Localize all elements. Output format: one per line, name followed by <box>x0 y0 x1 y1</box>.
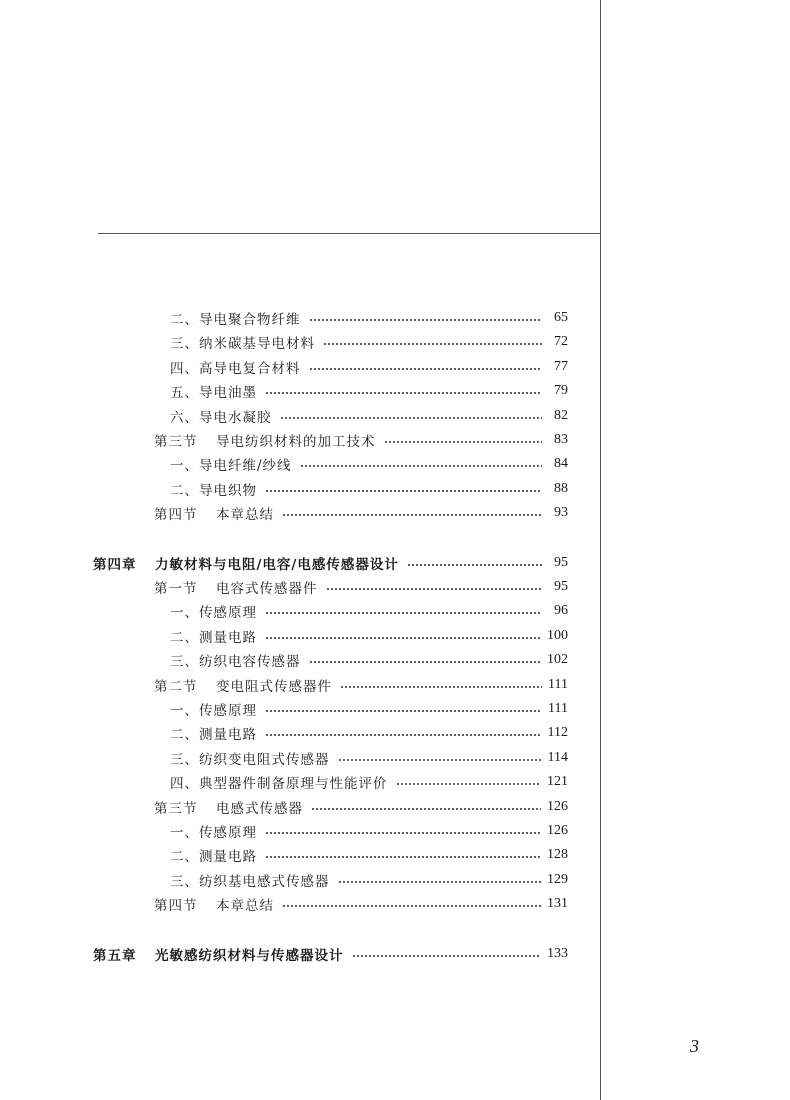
toc-entry-title <box>170 845 257 865</box>
toc-entry-label: 三、纺织电容传感器 <box>170 654 301 671</box>
toc-entry-item[interactable] <box>0 380 790 402</box>
toc-page-number: 100 <box>547 627 568 643</box>
toc-page-number: 96 <box>554 603 568 619</box>
section-number: 第三节 <box>154 434 198 450</box>
toc-page-number: 88 <box>554 480 568 496</box>
toc-page-number: 82 <box>554 407 568 423</box>
toc-entry-section[interactable] <box>0 502 790 524</box>
toc-entry-item[interactable] <box>0 600 790 622</box>
toc-entry-item[interactable] <box>0 649 790 671</box>
toc-entry-title <box>170 772 388 792</box>
toc-entry-title <box>154 675 332 695</box>
dot-leader <box>265 709 542 713</box>
toc-page-number: 111 <box>548 701 568 716</box>
toc-entry-title <box>170 332 315 352</box>
toc-entry-label: 一、传感原理 <box>170 825 257 841</box>
toc-entry-section[interactable] <box>0 893 790 915</box>
toc-entry-item[interactable] <box>0 331 790 353</box>
dot-leader <box>280 416 543 420</box>
horizontal-header-rule <box>98 233 601 234</box>
toc-entry-title <box>154 430 376 450</box>
toc-entry-title <box>154 894 274 914</box>
section-number: 第二节 <box>154 678 198 695</box>
toc-entry-item[interactable] <box>0 820 790 842</box>
toc-page-number: 131 <box>547 896 568 912</box>
page-number: 3 <box>690 1036 699 1056</box>
toc-entry-label: 本章总结 <box>216 507 274 524</box>
toc-entry-label: 本章总结 <box>216 898 274 915</box>
section-number: 第四节 <box>154 507 198 524</box>
toc-entry-label: 导电纺织材料的加工技术 <box>216 434 376 450</box>
section-number: 第四节 <box>154 898 198 915</box>
dot-leader <box>326 587 543 591</box>
toc-entry-title <box>93 553 399 573</box>
toc-entry-label: 电容式传感器件 <box>216 581 318 597</box>
toc-entry-title <box>93 944 344 964</box>
toc-entry-label: 电感式传感器 <box>216 800 303 817</box>
toc-entry-label: 三、纳米碳基导电材料 <box>170 336 315 353</box>
toc-page-number: 84 <box>554 456 568 472</box>
toc-entry-item[interactable] <box>0 747 790 769</box>
toc-entry-label: 二、测量电路 <box>170 629 257 646</box>
toc-entry-label: 一、传感原理 <box>170 605 257 622</box>
toc-entry-title <box>170 870 330 890</box>
toc-entry-label: 光敏感纺织材料与传感器设计 <box>155 947 344 964</box>
toc-entry-title <box>170 626 257 646</box>
toc-entry-item[interactable] <box>0 771 790 793</box>
dot-leader <box>323 342 542 346</box>
toc-entry-item[interactable] <box>0 869 790 891</box>
toc-entry-chapter[interactable] <box>0 943 790 965</box>
toc-entry-section[interactable] <box>0 796 790 818</box>
toc-page-number: 83 <box>554 432 568 447</box>
toc-page-number: 111 <box>548 676 568 692</box>
toc-entry-title <box>170 308 301 328</box>
toc-page-number: 95 <box>554 554 568 570</box>
toc-page-number: 128 <box>547 847 568 863</box>
toc-entry-label: 四、典型器件制备原理与性能评价 <box>170 776 388 793</box>
toc-entry-title <box>170 479 257 499</box>
toc-entry-item[interactable] <box>0 698 790 720</box>
toc-entry-title <box>154 797 303 817</box>
dot-leader <box>265 611 542 615</box>
dot-leader <box>309 318 543 322</box>
dot-leader <box>352 954 542 958</box>
toc-entry-label: 五、导电油墨 <box>170 385 257 402</box>
toc-entry-label: 三、纺织基电感式传感器 <box>170 873 330 890</box>
dot-leader <box>282 904 541 908</box>
toc-entry-label: 变电阻式传感器件 <box>216 678 332 695</box>
chapter-number: 第五章 <box>93 947 137 964</box>
toc-page-number: 79 <box>554 383 568 399</box>
dot-leader <box>338 880 542 884</box>
toc-entry-title <box>170 821 257 841</box>
toc-entry-item[interactable] <box>0 356 790 378</box>
vertical-margin-rule <box>600 0 601 1100</box>
toc-entry-title <box>154 577 318 597</box>
toc-entry-label: 一、传感原理 <box>170 703 257 719</box>
dot-leader <box>265 391 542 395</box>
toc-page-number: 129 <box>547 871 568 887</box>
toc-entry-title <box>154 503 274 523</box>
toc-entry-label: 力敏材料与电阻/电容/电感传感器设计 <box>155 556 399 573</box>
dot-leader <box>340 685 542 689</box>
toc-entry-title <box>170 723 257 743</box>
toc-page-number: 77 <box>554 358 568 374</box>
toc-entry-item[interactable] <box>0 478 790 500</box>
toc-page-number: 126 <box>547 823 568 838</box>
toc-entry-title <box>170 748 330 768</box>
toc-entry-section[interactable] <box>0 674 790 696</box>
dot-leader <box>265 831 541 835</box>
toc-entry-title <box>170 454 292 474</box>
toc-entry-item[interactable] <box>0 844 790 866</box>
toc-entry-chapter[interactable] <box>0 552 790 574</box>
dot-leader <box>282 513 542 517</box>
toc-entry-label: 四、高导电复合材料 <box>170 360 301 377</box>
toc-entry-label: 一、导电纤维/纱线 <box>170 458 292 475</box>
section-number: 第一节 <box>154 581 198 597</box>
toc-entry-item[interactable] <box>0 405 790 427</box>
toc-entry-label: 二、测量电路 <box>170 849 257 866</box>
toc-entry-title <box>170 357 301 377</box>
toc-page-number: 102 <box>547 652 568 668</box>
toc-page-number: 112 <box>547 725 568 741</box>
dot-leader <box>265 489 542 493</box>
toc-entry-item[interactable] <box>0 453 790 475</box>
toc-entry-label: 六、导电水凝胶 <box>170 409 272 426</box>
dot-leader <box>407 563 542 567</box>
toc-entry-label: 二、导电织物 <box>170 482 257 499</box>
toc-entry-title <box>170 699 257 719</box>
dot-leader <box>384 440 543 444</box>
toc-entry-label: 二、导电聚合物纤维 <box>170 312 301 328</box>
toc-page-number: 93 <box>554 505 568 521</box>
toc-entry-label: 二、测量电路 <box>170 727 257 744</box>
dot-leader <box>338 758 542 762</box>
chapter-number: 第四章 <box>93 556 137 573</box>
dot-leader <box>300 464 542 468</box>
toc-entry-title <box>170 650 301 670</box>
toc-entry-title <box>170 406 272 426</box>
toc-entry-section[interactable] <box>0 576 790 598</box>
dot-leader <box>309 367 543 371</box>
toc-entry-title <box>170 601 257 621</box>
toc-page-number: 72 <box>554 334 568 350</box>
toc-page-number: 114 <box>547 749 568 765</box>
dot-leader <box>309 660 542 664</box>
toc-page-number: 95 <box>554 579 568 594</box>
toc-entry-item[interactable] <box>0 722 790 744</box>
section-number: 第三节 <box>154 800 198 817</box>
toc-page-number: 121 <box>547 774 568 790</box>
dot-leader <box>311 807 541 811</box>
dot-leader <box>265 636 541 640</box>
toc-entry-title <box>170 381 257 401</box>
dot-leader <box>396 782 542 786</box>
toc-entry-item[interactable] <box>0 625 790 647</box>
toc-page-number: 65 <box>554 310 568 325</box>
toc-entry-label: 三、纺织变电阻式传感器 <box>170 751 330 768</box>
dot-leader <box>265 855 541 859</box>
toc-page-number: 126 <box>547 798 568 814</box>
toc-page-number: 133 <box>547 945 568 961</box>
toc-entry-section[interactable] <box>0 429 790 451</box>
dot-leader <box>265 733 542 737</box>
toc-entry-item[interactable] <box>0 307 790 329</box>
